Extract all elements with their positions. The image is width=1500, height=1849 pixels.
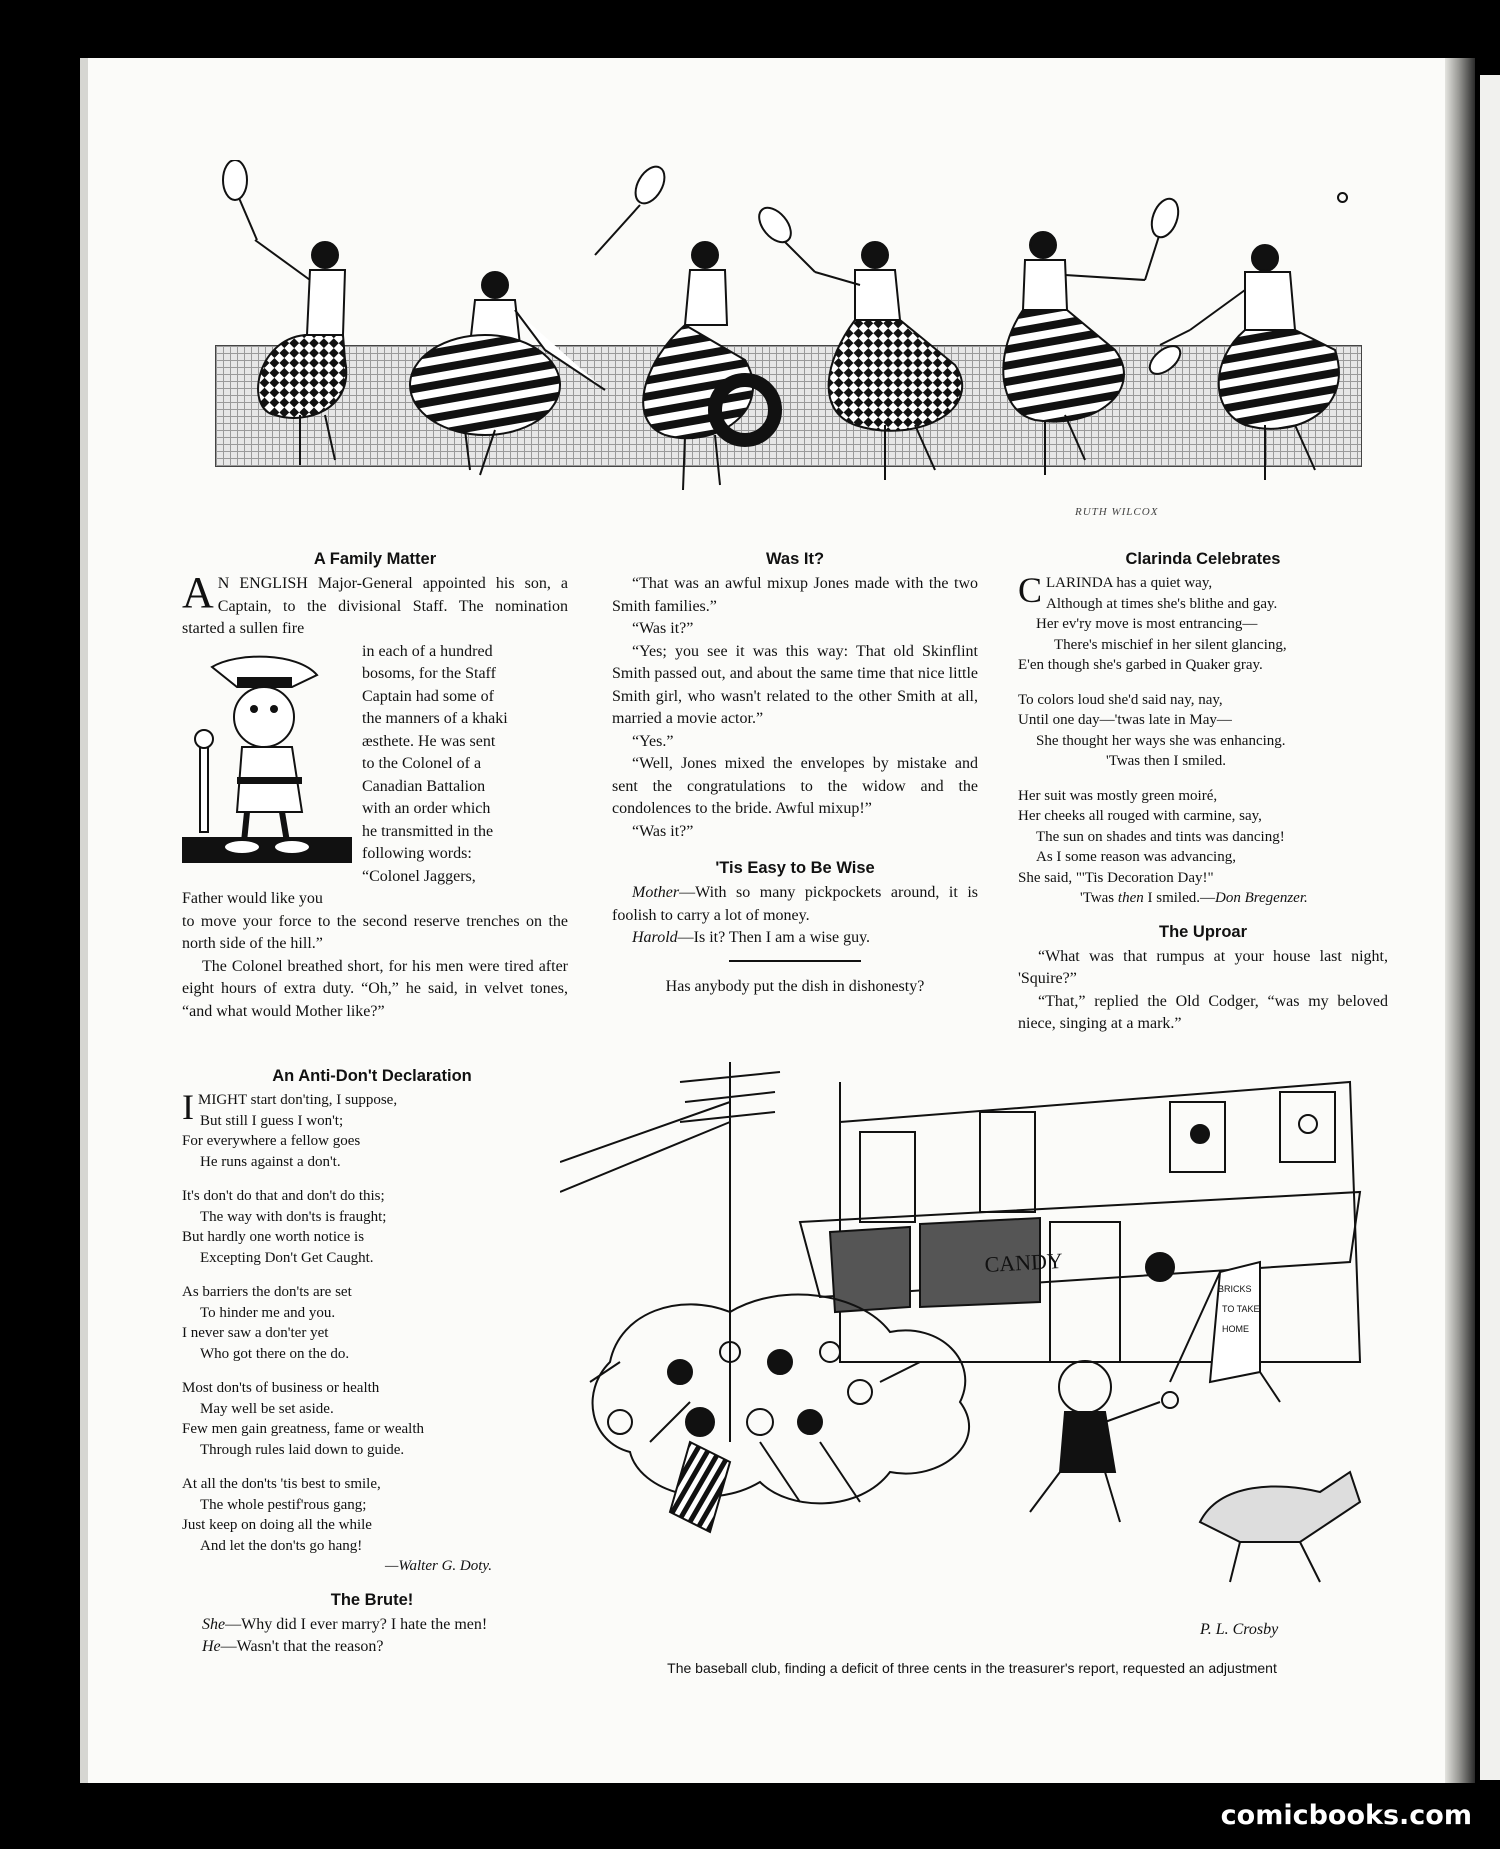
article-paragraph: “Was it?”: [632, 822, 694, 840]
verse-line: The whole pestif'rous gang;: [200, 1496, 367, 1513]
verse-line: Just keep on doing all the while: [182, 1517, 372, 1533]
verse-text: I smiled.—: [1143, 890, 1215, 906]
verse-line: As I some reason was advancing,: [1036, 849, 1236, 865]
article-paragraph: “Yes; you see it was this way: That old Skinflint Smith passed out, and about the same time that nice little Smith girl, who wasn't related to the other Smith at all, married a movie actor.”: [612, 642, 978, 727]
article-paragraph: Has anybody put the dish in dishonesty?: [665, 977, 925, 995]
verse-line: Who got there on the do.: [200, 1345, 350, 1362]
verse-line: There's mischief in her silent glancing,: [1054, 636, 1287, 653]
verse-line: LARINDA has a quiet way,: [1046, 575, 1213, 591]
article-title: Was It?: [765, 550, 825, 568]
verse-line: Her cheeks all rouged with carmine, say,: [1018, 808, 1262, 824]
tennis-players-illustration: [215, 160, 1365, 530]
article-paragraph: The Colonel breathed short, for his men were tired after eight hours of extra duty. “Oh,” he said, in velvet tones, “and what would Mother like?”: [182, 957, 568, 1020]
text-line: Father would like you: [182, 890, 323, 907]
text-line: to the Colonel of a: [362, 755, 482, 772]
text-line: in each of a hundred: [362, 642, 493, 660]
board-text: BRICKS: [1218, 1284, 1252, 1294]
article-paragraph: “Was it?”: [632, 620, 694, 637]
verse-line: It's don't do that and don't do this;: [182, 1188, 385, 1204]
text-line: he transmitted in the: [362, 822, 494, 840]
verse-line: Until one day—'twas late in May—: [1018, 712, 1232, 728]
verse-line: And let the don'ts go hang!: [200, 1537, 363, 1554]
article-title: An Anti-Don't Declaration: [272, 1067, 472, 1085]
board-text: TO TAKE: [1222, 1304, 1260, 1314]
verse-line: As barriers the don'ts are set: [182, 1284, 352, 1300]
verse-line: The sun on shades and tints was dancing!: [1036, 828, 1285, 845]
verse-line: She thought her ways she was enhancing.: [1036, 732, 1286, 749]
poem-clarinda: [1018, 550, 1388, 1036]
dialogue-text: —Is it? Then I am a wise guy.: [677, 929, 871, 946]
article-paragraph: to move your force to the second reserve trenches on the north side of the hill.”: [182, 912, 568, 952]
dialogue-text: —Why did I ever marry? I hate the men!: [225, 1615, 488, 1633]
article-paragraph: “That,” replied the Old Codger, “was my beloved niece, singing at a mark.”: [1018, 992, 1388, 1032]
text-line: “Colonel Jaggers,: [362, 867, 476, 885]
book-spine: [1445, 58, 1475, 1783]
verse-line: The way with don'ts is fraught;: [200, 1208, 387, 1225]
shop-sign-text: CANDY: [983, 1247, 1064, 1277]
article-paragraph: “That was an awful mixup Jones made with the two Smith families.”: [612, 575, 978, 615]
officer-cartoon: [182, 647, 352, 865]
dialogue-line: [182, 1636, 522, 1659]
article-family-matter: [182, 550, 568, 1023]
verse-text: then: [1117, 890, 1144, 906]
dialogue-line: [182, 1614, 522, 1637]
text-line: æsthete. He was sent: [362, 732, 496, 750]
drop-cap: I: [182, 1087, 194, 1127]
text-line: Captain had some of: [362, 687, 494, 705]
banner-signature: RUTH WILCOX: [1075, 506, 1159, 518]
verse-line-signed: [1018, 888, 1388, 909]
speaker: He: [202, 1638, 221, 1655]
divider-rule: [729, 960, 861, 962]
article-paragraph: “Yes.”: [632, 732, 674, 750]
dialogue-line: [612, 882, 978, 927]
site-watermark: comicbooks.com: [1220, 1800, 1472, 1831]
text-line: the manners of a khaki: [362, 710, 508, 727]
text-line: with an order which: [362, 800, 491, 817]
article-lead: N ENGLISH Major-General appointed his son, a Captain, to the divisional Staff. The nomination started a sullen fire: [182, 575, 568, 637]
speaker: Harold: [632, 929, 678, 946]
verse-line: Her suit was mostly green moiré,: [1018, 787, 1218, 804]
verse-line: To colors loud she'd said nay, nay,: [1018, 691, 1223, 708]
article-title: 'Tis Easy to Be Wise: [715, 859, 875, 877]
verse-line: Although at times she's blithe and gay.: [1046, 595, 1278, 612]
drop-cap: C: [1018, 570, 1043, 610]
page-edge: [80, 58, 88, 1783]
verse-line: Her ev'ry move is most entrancing—: [1036, 616, 1258, 632]
dialogue-line: [612, 927, 978, 950]
cartoon-caption: The baseball club, finding a deficit of three cents in the treasurer's report, requested an adjustment: [667, 1660, 1277, 1676]
speaker: She: [202, 1615, 226, 1633]
verse-text: 'Twas: [1080, 890, 1118, 906]
verse-line: E'en though she's garbed in Quaker gray.: [1018, 657, 1263, 673]
speaker: Mother: [632, 884, 680, 901]
article-title: The Uproar: [1158, 922, 1247, 941]
ornament-dot: [1337, 192, 1348, 203]
verse-line: But hardly one worth notice is: [182, 1229, 365, 1245]
dialogue-text: —With so many pickpockets around, it is foolish to carry a lot of money.: [612, 884, 978, 924]
text-line: following words:: [362, 845, 472, 862]
verse-line: Most don'ts of business or health: [182, 1380, 380, 1396]
baseball-club-cartoon: [560, 1062, 1375, 1652]
dialogue-text: —Wasn't that the reason?: [220, 1638, 384, 1655]
verse-line: May well be set aside.: [200, 1400, 334, 1417]
article-was-it: [612, 550, 978, 998]
article-paragraph: “Well, Jones mixed the envelopes by mistake and sent the congratulations to the widow and the condolences to the bride. Awful mixup!”: [612, 755, 978, 817]
poem-anti-dont: [182, 1067, 522, 1659]
facing-page-edge: [1480, 75, 1500, 1780]
text-line: bosoms, for the Staff: [362, 665, 496, 682]
verse-line: He runs against a don't.: [200, 1153, 341, 1170]
author-byline: Don Bregenzer.: [1214, 890, 1308, 906]
verse-line: At all the don'ts 'tis best to smile,: [182, 1476, 381, 1492]
verse-line: MIGHT start don'ting, I suppose,: [198, 1092, 398, 1108]
cartoon-signature: P. L. Crosby: [1200, 1621, 1279, 1638]
verse-line: Few men gain greatness, fame or wealth: [182, 1421, 424, 1437]
drop-cap: A: [182, 568, 214, 617]
article-title: The Brute!: [330, 1590, 414, 1609]
verse-line: She said, "'Tis Decoration Day!": [1018, 869, 1214, 886]
author-byline: —Walter G. Doty.: [385, 1558, 492, 1574]
verse-line: For everywhere a fellow goes: [182, 1133, 361, 1149]
article-title: Clarinda Celebrates: [1125, 550, 1281, 568]
text-line: Canadian Battalion: [362, 777, 486, 795]
verse-line: 'Twas then I smiled.: [1106, 753, 1226, 769]
board-text: HOME: [1222, 1324, 1249, 1334]
verse-line: I never saw a don'ter yet: [182, 1325, 329, 1341]
verse-line: To hinder me and you.: [200, 1304, 336, 1321]
verse-line: Through rules laid down to guide.: [200, 1441, 405, 1458]
verse-line: Excepting Don't Get Caught.: [200, 1249, 374, 1266]
article-title: A Family Matter: [313, 550, 437, 568]
article-paragraph: “What was that rumpus at your house last night, 'Squire?”: [1018, 947, 1388, 987]
verse-line: But still I guess I won't;: [200, 1112, 344, 1129]
